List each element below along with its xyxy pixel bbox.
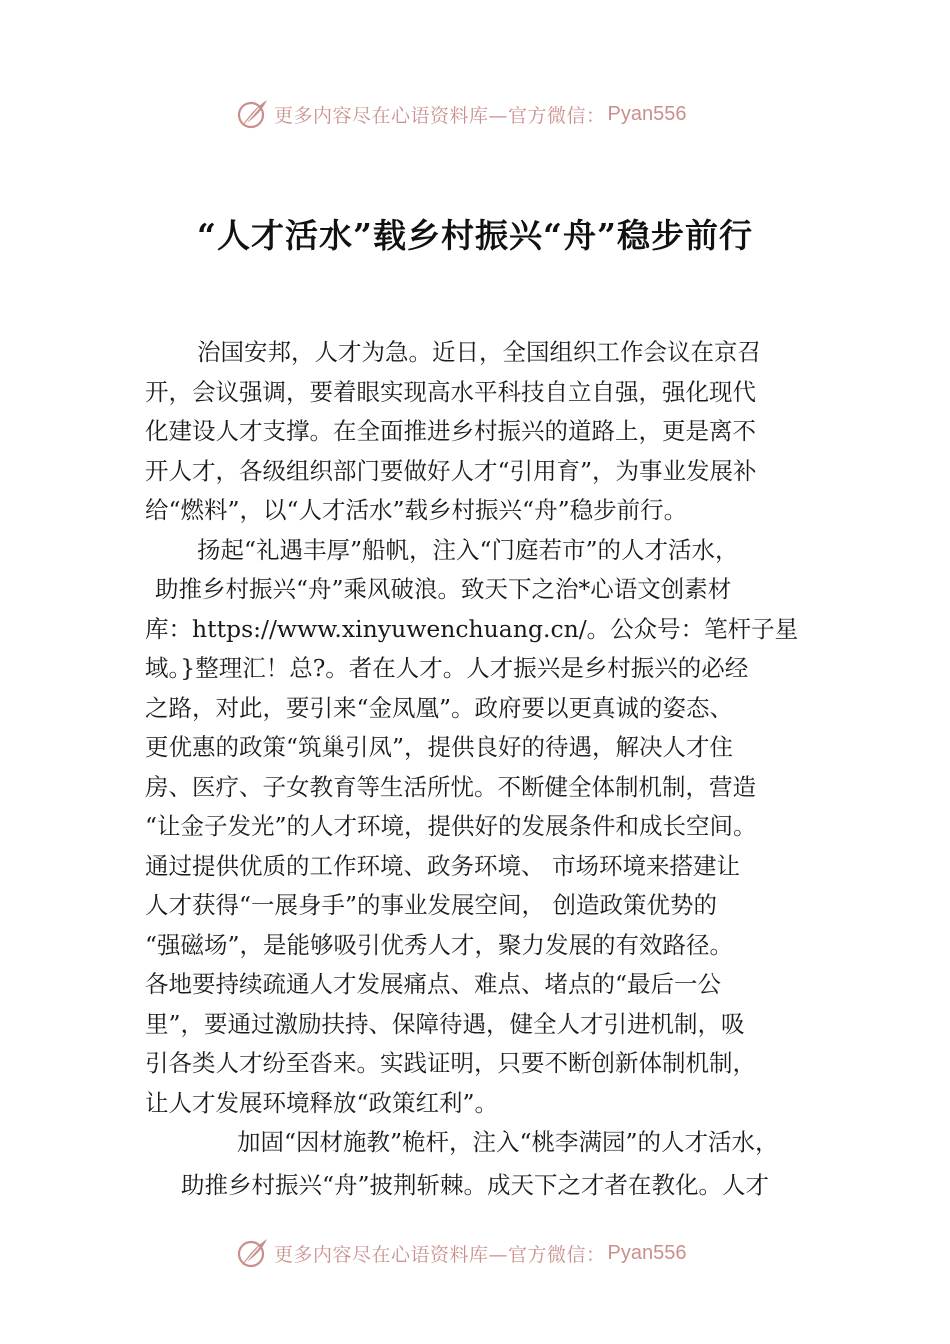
body-line: 给“燃料”，以“人才活水”载乡村振兴“舟”稳步前行。	[145, 496, 688, 524]
watermark-wechat-id: Pyan556	[607, 1241, 687, 1264]
document-title: “人才活水”载乡村振兴“舟”稳步前行	[197, 216, 753, 255]
footer-watermark	[236, 1236, 686, 1270]
body-line: 治国安邦，人才为急。近日，全国组织工作会议在京召	[197, 338, 761, 366]
quill-logo-icon	[236, 97, 270, 131]
body-line: 化建设人才支撑。在全面推进乡村振兴的道路上，更是离不	[145, 417, 756, 445]
watermark-wechat-id: Pyan556	[607, 102, 687, 125]
body-line: 库：https://www.xinyuwenchuang.cn/。公众号：笔杆子星	[145, 615, 799, 643]
body-line: 更优惠的政策“筑巢引凤”，提供良好的待遇，解决人才住	[145, 733, 734, 761]
body-line: 扬起“礼遇丰厚”船帆，注入“门庭若市”的人才活水，	[197, 536, 739, 564]
body-line: 域。}整理汇！总?。者在人才。人才振兴是乡村振兴的必经	[145, 654, 749, 682]
body-line: 开，会议强调，要着眼实现高水平科技自立自强，强化现代	[145, 378, 756, 406]
watermark-text: 更多内容尽在心语资料库—官方微信：	[274, 104, 606, 127]
quill-logo-icon	[236, 1236, 270, 1270]
body-line: 助推乡村振兴“舟”披荆斩棘。成天下之才者在教化。人才	[181, 1171, 770, 1199]
body-line: 里”，要通过激励扶持、保障待遇，健全人才引进机制，吸	[145, 1010, 745, 1038]
body-line: 加固“因材施教”桅杆，注入“桃李满园”的人才活水，	[237, 1128, 779, 1156]
body-line: 让人才发展环境释放“政策红利”。	[145, 1089, 499, 1117]
body-line: 之路，对此，要引来“金凤凰”。政府要以更真诚的姿态、	[145, 694, 734, 722]
body-line: 开人才，各级组织部门要做好人才“引用育”，为事业发展补	[145, 457, 757, 485]
body-line: 房、医疗、子女教育等生活所忧。不断健全体制机制，营造	[145, 773, 756, 801]
body-line: 各地要持续疏通人才发展痛点、难点、堵点的“最后一公	[145, 970, 722, 998]
body-line: 人才获得“一展身手”的事业发展空间， 创造政策优势的	[145, 891, 717, 919]
body-line: 通过提供优质的工作环境、政务环境、 市场环境来搭建让	[145, 852, 740, 880]
body-line: 助推乡村振兴“舟”乘风破浪。致天下之治*心语文创素材	[155, 575, 732, 603]
body-line: 引各类人才纷至沓来。实践证明，只要不断创新体制机制，	[145, 1049, 756, 1077]
header-watermark	[236, 97, 686, 131]
watermark-text: 更多内容尽在心语资料库—官方微信：	[274, 1243, 606, 1266]
body-line: “让金子发光”的人才环境，提供好的发展条件和成长空间。	[145, 812, 757, 840]
body-line: “强磁场”，是能够吸引优秀人才，聚力发展的有效路径。	[145, 931, 734, 959]
